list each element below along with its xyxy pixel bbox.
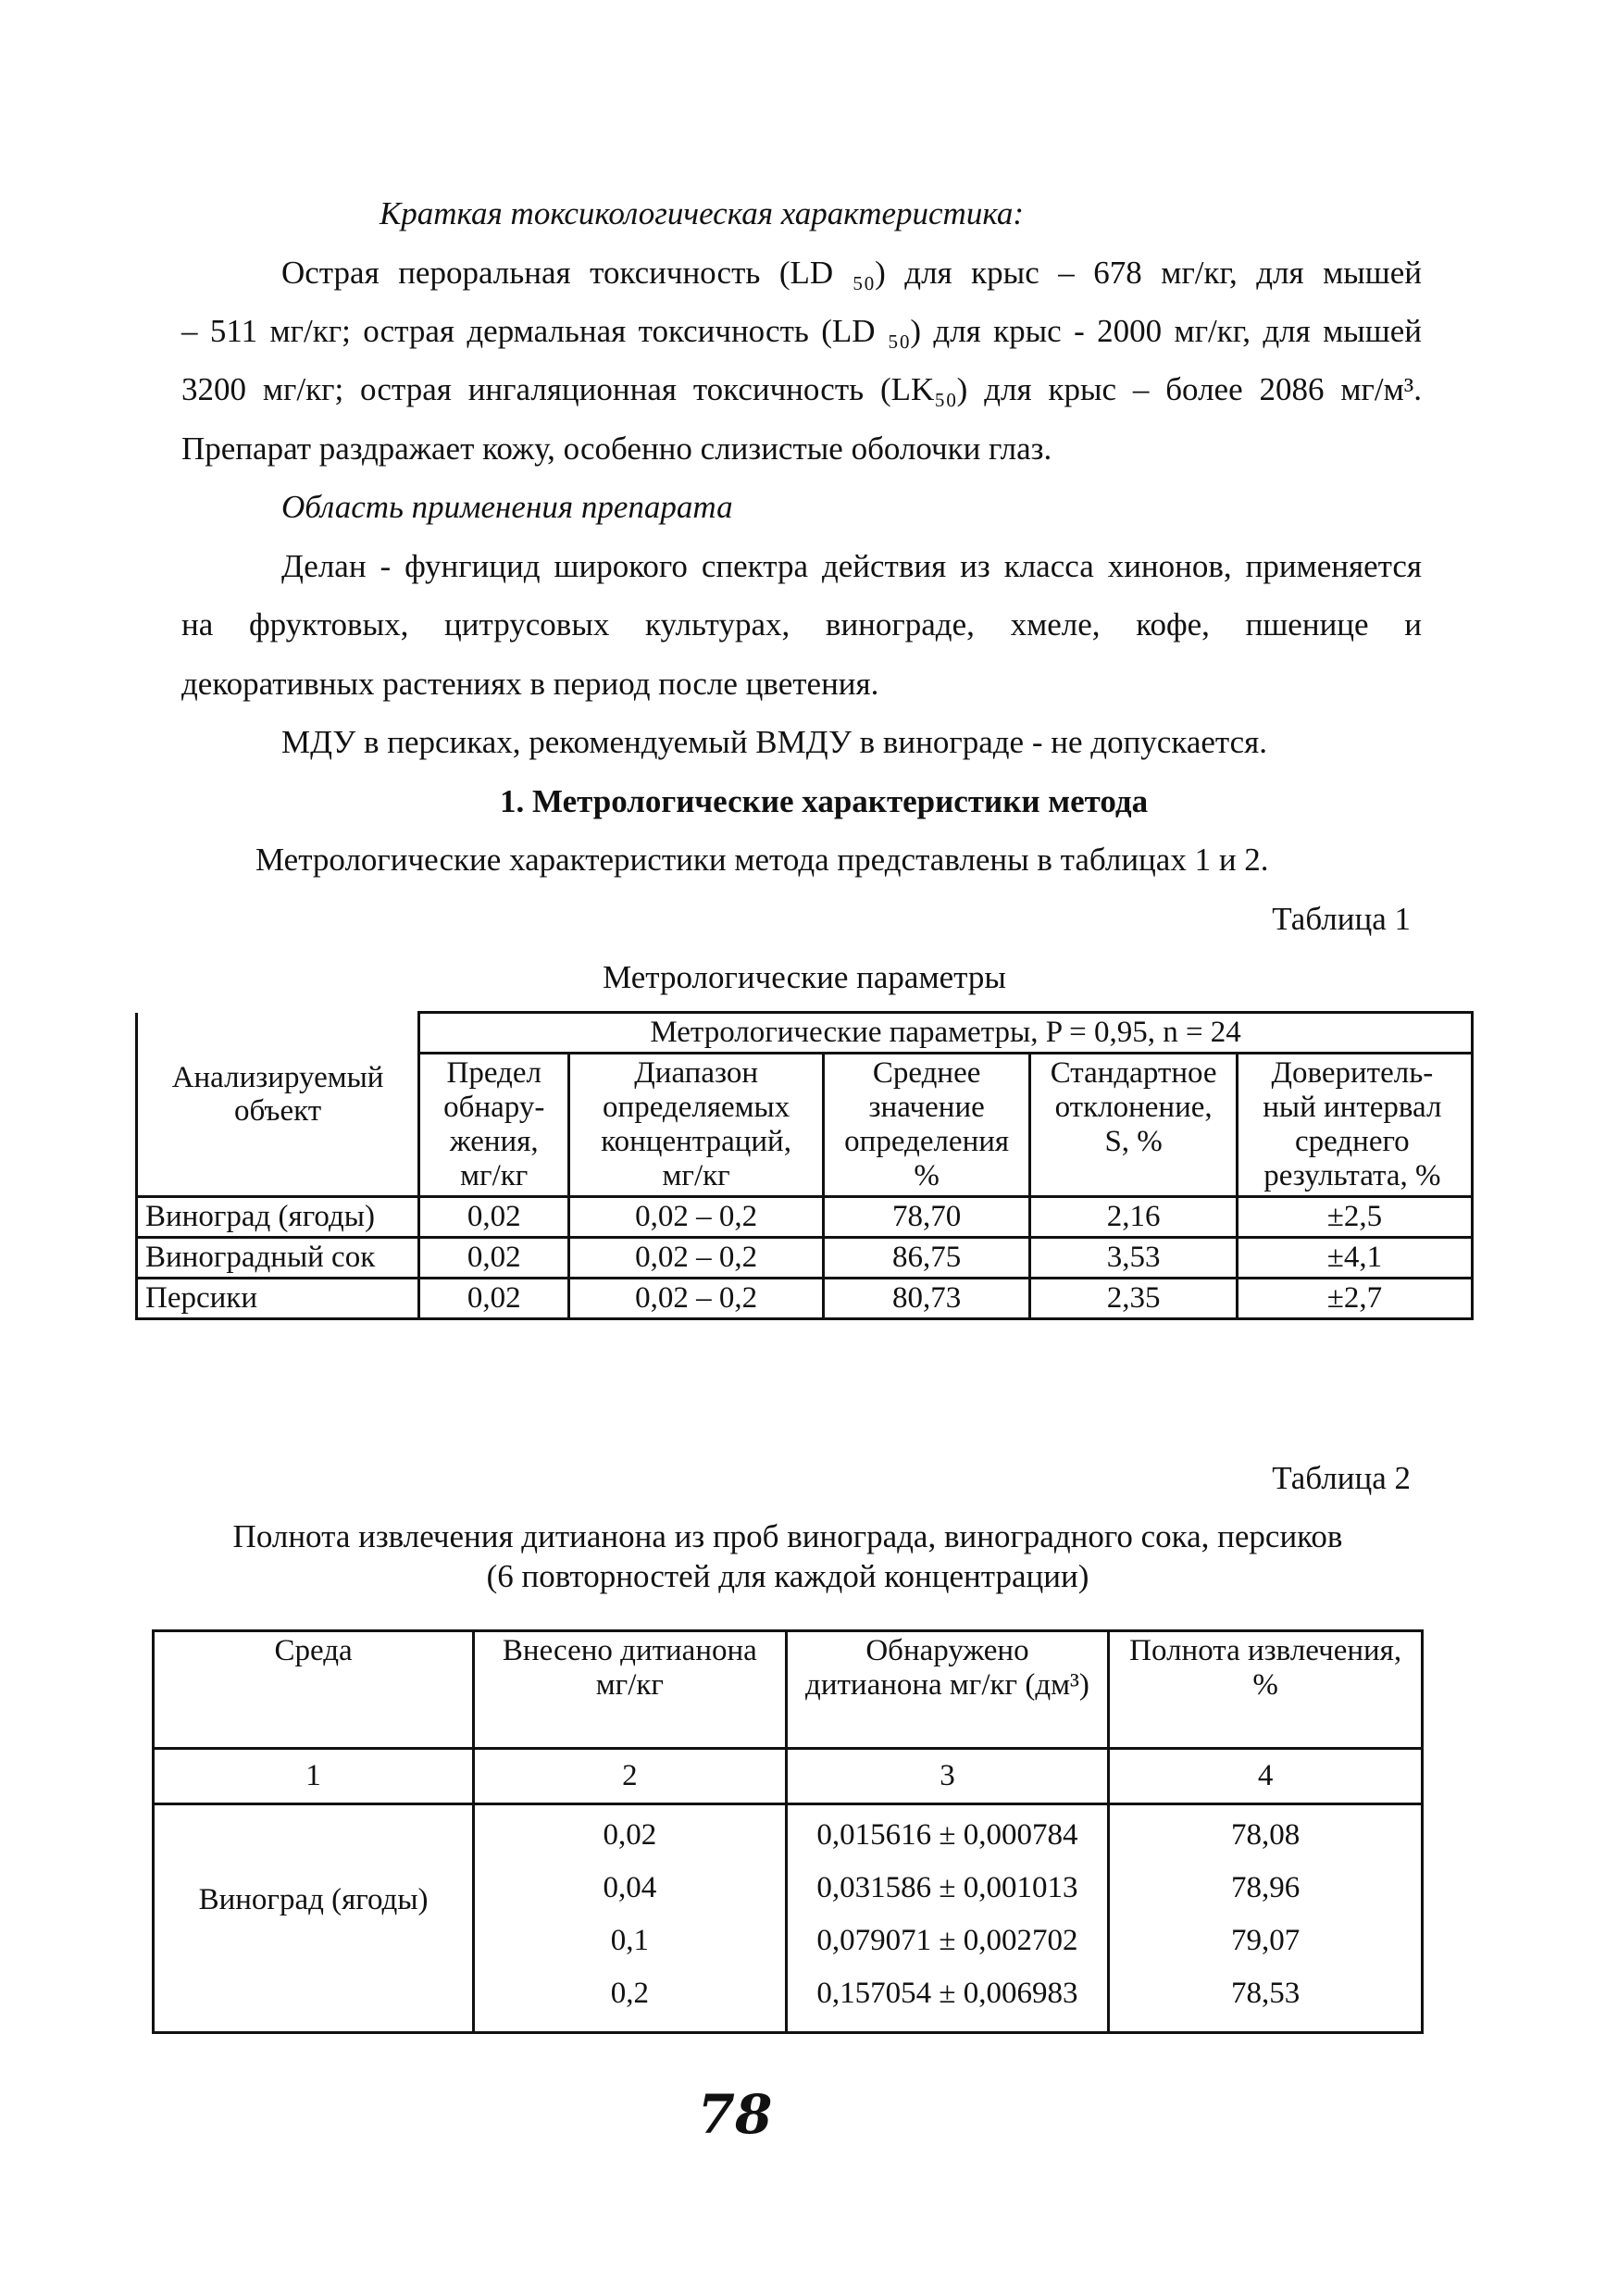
table-cell: 0,079071 ± 0,002702	[786, 1915, 1109, 1967]
table-row	[154, 1749, 1423, 1804]
group-header: Метрологические параметры, P = 0,95, n = 24	[419, 1013, 1473, 1054]
table-row	[154, 1803, 1423, 1861]
table-cell: Персики	[137, 1278, 419, 1318]
table-cell: 0,02 – 0,2	[569, 1196, 824, 1237]
column-header: Полнота извлечения, %	[1109, 1631, 1423, 1749]
table-cell: 78,53	[1109, 1967, 1423, 2032]
table-cell: 0,02	[419, 1237, 569, 1278]
table-cell: 86,75	[823, 1237, 1029, 1278]
table-row	[137, 1237, 1473, 1278]
table-2-label: Таблица 2	[1272, 1460, 1411, 1496]
column-header: Предел обнару-жения, мг/кг	[419, 1053, 569, 1196]
table-cell: 2,35	[1030, 1278, 1237, 1318]
tox-heading: Краткая токсикологическая характеристика:	[380, 195, 1024, 231]
column-header: Стандартное отклонение, S, %	[1030, 1053, 1237, 1196]
table-cell: ±2,5	[1237, 1196, 1472, 1237]
tox-line-3: 3200 мг/кг; острая ингаляционная токсичность (LK₅₀) для крыс – более 2086 мг/м³.	[181, 371, 1422, 407]
table-cell: Виноградный сок	[137, 1237, 419, 1278]
column-number: 4	[1109, 1749, 1423, 1804]
table-1-label: Таблица 1	[1272, 901, 1411, 937]
column-header: Диапазон определяемых концентраций, мг/кг	[569, 1053, 824, 1196]
tox-line-4: Препарат раздражает кожу, особенно слизистые оболочки глаз.	[181, 430, 1052, 467]
medium-cell: Виноград (ягоды)	[154, 1803, 474, 2032]
table-1	[135, 1011, 1474, 1320]
column-header: Обнаружено дитианона мг/кг (дм³)	[786, 1631, 1109, 1749]
table-cell: 0,02	[419, 1196, 569, 1237]
column-header-text: Доверитель-ный интервал среднего результата, %	[1263, 1055, 1442, 1192]
column-header: Среднее значение определения %	[823, 1053, 1029, 1196]
page-number: 78	[697, 2083, 773, 2146]
table-cell: Виноград (ягоды)	[137, 1196, 419, 1237]
table-cell: 0,015616 ± 0,000784	[786, 1803, 1109, 1861]
application-line-1: Делан - фунгицид широкого спектра действия из класса хинонов, применяется	[281, 548, 1422, 584]
table-cell: 0,04	[474, 1862, 787, 1915]
table-cell: ±4,1	[1237, 1237, 1472, 1278]
section-1-heading: 1. Метрологические характеристики метода	[500, 783, 1149, 819]
column-header: Внесено дитианона мг/кг	[474, 1631, 787, 1749]
table-cell: 0,02	[474, 1803, 787, 1861]
table-cell: 78,70	[823, 1196, 1029, 1237]
table-cell: 0,02 – 0,2	[569, 1278, 824, 1318]
column-header: Среда	[154, 1631, 474, 1749]
table-cell: 0,031586 ± 0,001013	[786, 1862, 1109, 1915]
table-cell: 78,08	[1109, 1803, 1423, 1861]
table-cell: 79,07	[1109, 1915, 1423, 1967]
table-row	[137, 1013, 1473, 1054]
table-cell: 0,1	[474, 1915, 787, 1967]
table-row	[137, 1278, 1473, 1318]
application-heading: Область применения препарата	[281, 489, 733, 525]
tox-line-2: – 511 мг/кг; острая дермальная токсичность (LD ₅₀) для крыс - 2000 мг/кг, для мышей	[181, 313, 1422, 349]
table-cell: 0,157054 ± 0,006983	[786, 1967, 1109, 2032]
table-row	[154, 1631, 1423, 1749]
table-cell: 2,16	[1030, 1196, 1237, 1237]
table-cell: 0,2	[474, 1967, 787, 2032]
column-number: 1	[154, 1749, 474, 1804]
table-2-caption-line-1: Полнота извлечения дитианона из проб винограда, виноградного сока, персиков	[232, 1518, 1343, 1554]
table-2-caption-line-2: (6 повторностей для каждой концентрации)	[486, 1558, 1089, 1594]
table-cell: 3,53	[1030, 1237, 1237, 1278]
table-cell: 0,02 – 0,2	[569, 1237, 824, 1278]
table-cell: 0,02	[419, 1278, 569, 1318]
column-header	[1237, 1053, 1472, 1196]
application-line-2: на фруктовых, цитрусовых культурах, винограде, хмеле, кофе, пшенице и	[181, 606, 1422, 643]
table-cell: 80,73	[823, 1278, 1029, 1318]
table-cell: 78,96	[1109, 1862, 1423, 1915]
table-1-caption: Метрологические параметры	[603, 959, 1006, 995]
mdu-statement: МДУ в персиках, рекомендуемый ВМДУ в винограде - не допускается.	[281, 724, 1267, 760]
section-1-intro: Метрологические характеристики метода представлены в таблицах 1 и 2.	[255, 842, 1269, 878]
column-number: 2	[474, 1749, 787, 1804]
tox-line-1: Острая пероральная токсичность (LD ₅₀) для крыс – 678 мг/кг, для мышей	[281, 255, 1422, 291]
table-2	[152, 1629, 1424, 2034]
table-row	[137, 1196, 1473, 1237]
object-header: Анализируемый объект	[137, 1013, 419, 1197]
table-cell: ±2,7	[1237, 1278, 1472, 1318]
column-number: 3	[786, 1749, 1109, 1804]
application-line-3: декоративных растениях в период после цветения.	[181, 666, 879, 702]
